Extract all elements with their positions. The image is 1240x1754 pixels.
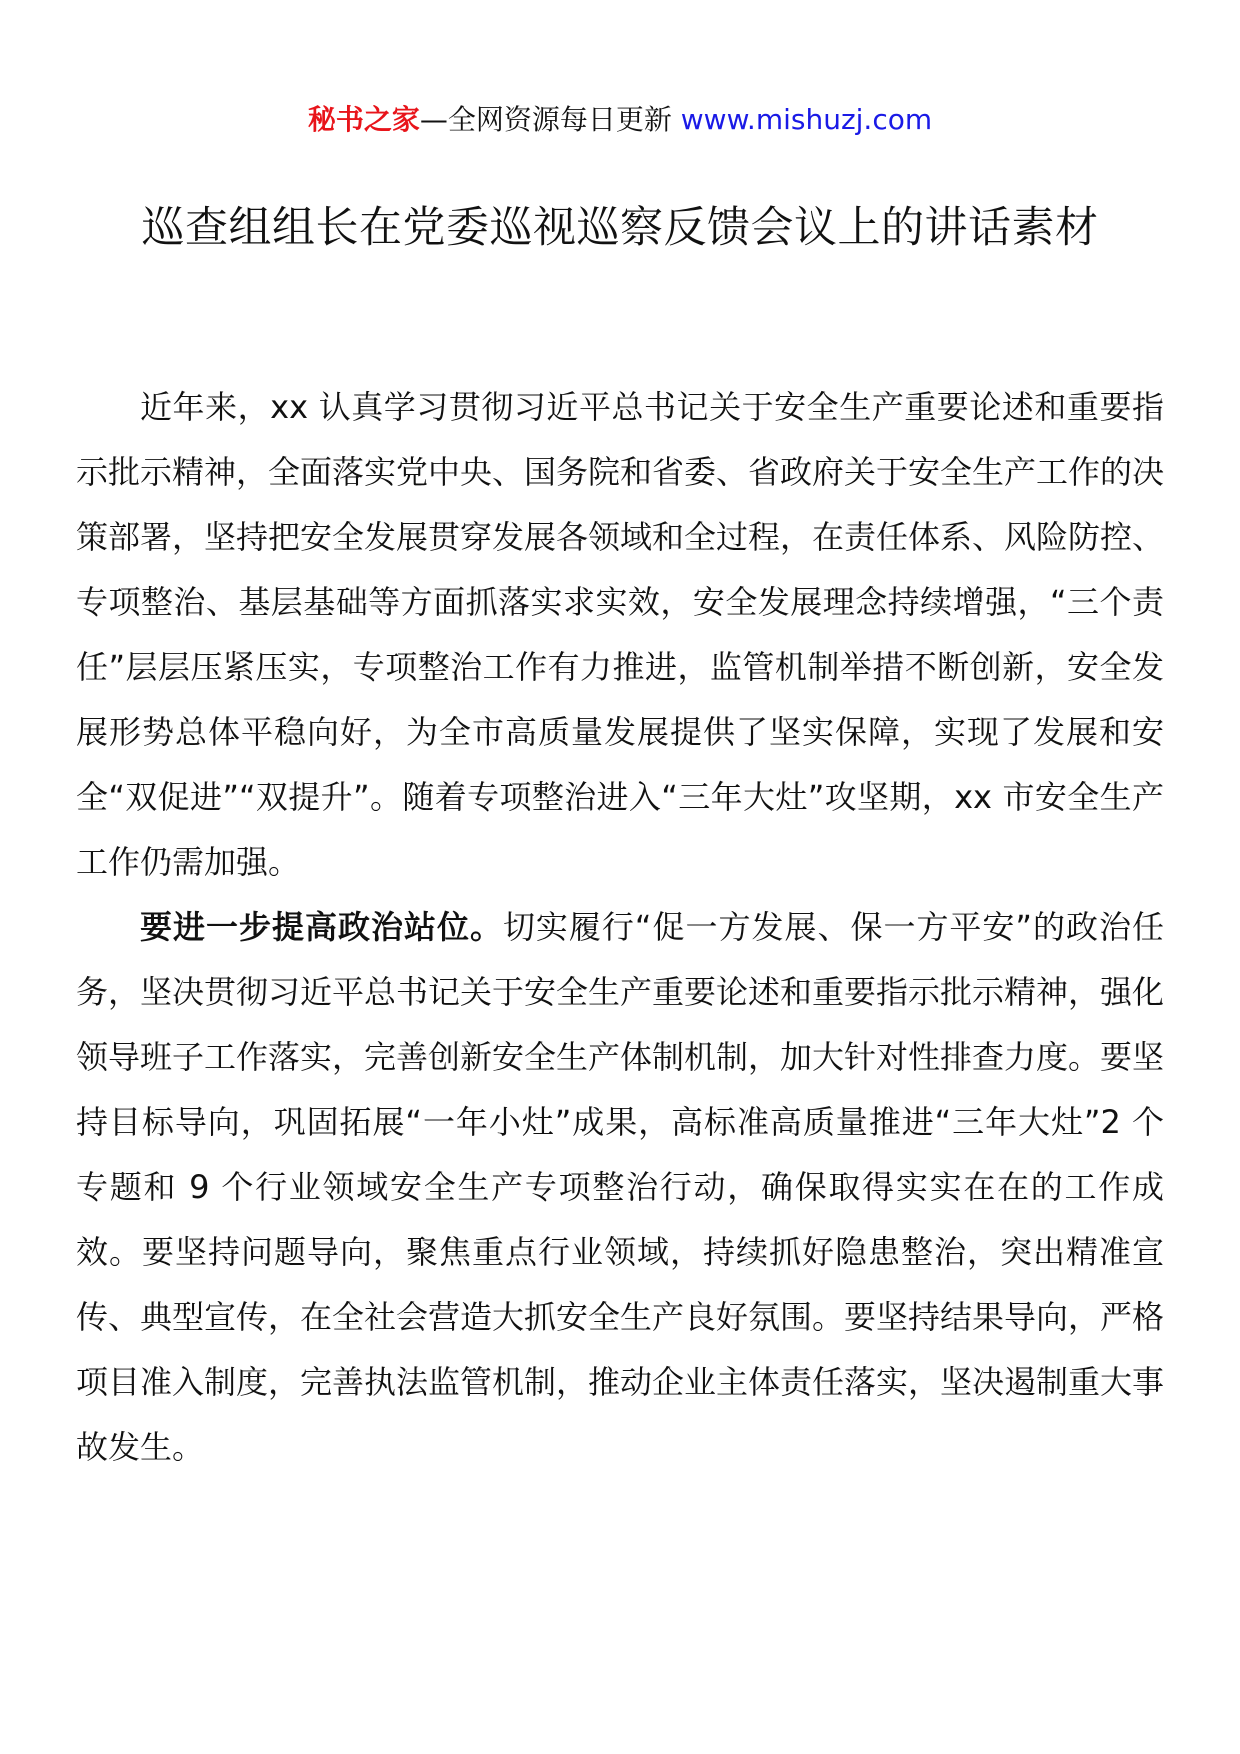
paragraph-lead: 要进一步提高政治站位。 [140, 908, 503, 946]
paragraph [76, 375, 1164, 895]
site-tagline: —全网资源每日更新 [419, 103, 681, 136]
paragraph [76, 895, 1164, 1480]
paragraph-text: 近年来，xx 认真学习贯彻习近平总书记关于安全生产重要论述和重要指示批示精神，全面落实党中央、国务院和省委、省政府关于安全生产工作的决策部署，坚持把安全发展贯穿发展各领域和全过程，在责任体系、风险防控、专项整治、基层基础等方面抓落实求实效，安全发展理念持续增强，“三个责任”层层压紧压实，专项整治工作有力推进，监管机制举措不断创新，安全发展形势总体平稳向好，为全市高质量发展提供了坚实保障，实现了发展和安全“双促进”“双提升”。随着专项整治进入“三年大灶”攻坚期，xx 市安全生产工作仍需加强。 [76, 388, 1165, 881]
site-url-link[interactable]: www.mishuzj.com [680, 103, 933, 136]
document-title: 巡查组组长在党委巡视巡察反馈会议上的讲话素材 [141, 203, 1099, 253]
site-header [0, 100, 1240, 140]
paragraph-text: 切实履行“促一方发展、保一方平安”的政治任务，坚决贯彻习近平总书记关于安全生产重要论述和重要指示批示精神，强化领导班子工作落实，完善创新安全生产体制机制，加大针对性排查力度。要坚持目标导向，巩固拓展“一年小灶”成果，高标准高质量推进“三年大灶”2 个专题和 9 个行业领域安全生产专项整治行动，确保取得实实在在的工作成效。要坚持问题导向，聚焦重点行业领域，持续抓好隐患整治，突出精准宣传、典型宣传，在全社会营造大抓安全生产良好氛围。要坚持结果导向，严格项目准入制度，完善执法监管机制，推动企业主体责任落实，坚决遏制重大事故发生。 [76, 908, 1165, 1466]
document-body [76, 375, 1164, 1480]
brand-name: 秘书之家 [307, 103, 420, 136]
